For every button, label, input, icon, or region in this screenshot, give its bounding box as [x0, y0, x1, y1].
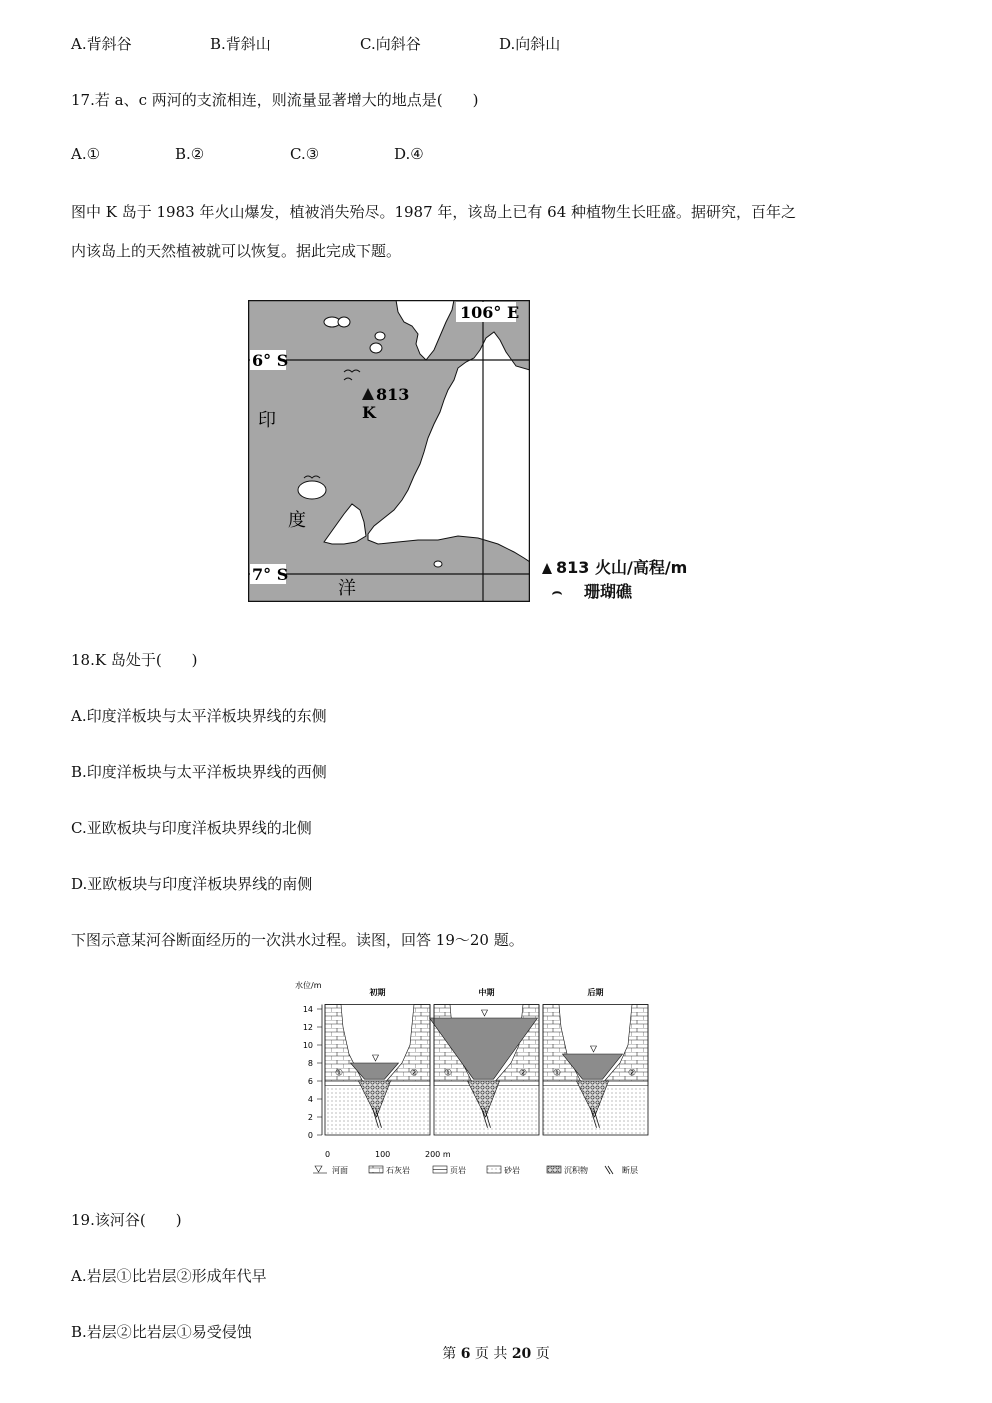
lat2-label: 7° S: [252, 565, 289, 584]
k-island-map: [248, 300, 530, 602]
page-footer: [0, 1343, 992, 1363]
layer-label-2: ②: [410, 1068, 419, 1079]
legend-label: 页岩: [450, 1166, 466, 1175]
x-tick-label: 200 m: [425, 1150, 451, 1159]
q19-stem: 19.该河谷( ): [71, 1211, 182, 1229]
legend-swatch: [487, 1166, 501, 1173]
q16-options: [71, 33, 560, 54]
q17-option-b: B.②: [175, 145, 205, 163]
q16-option-d: D.向斜山: [499, 35, 561, 53]
y-tick-label: 4: [307, 1095, 313, 1104]
layer-label-2: ②: [519, 1068, 528, 1079]
q19-option-a: A.岩层①比岩层②形成年代早: [71, 1267, 267, 1285]
q16-option-a: A.背斜谷: [71, 35, 132, 53]
q17-option-c: C.③: [290, 145, 320, 163]
footer-mid: 页 共: [474, 1346, 508, 1362]
legend-label: 断层: [622, 1166, 638, 1175]
y-tick-label: 6: [307, 1077, 313, 1086]
river-surface-icon: [373, 1055, 379, 1061]
footer-post: 页: [535, 1346, 550, 1362]
layer-label-2: ②: [628, 1068, 637, 1079]
river-surface-icon: [591, 1046, 597, 1052]
legend-label: 沉积物: [564, 1166, 588, 1175]
x-tick-label: 0: [325, 1150, 331, 1159]
legend-volcano: [542, 556, 687, 580]
ocean-char-2: 度: [288, 510, 306, 531]
q17-options: [71, 145, 424, 163]
legend-reef: [542, 580, 687, 604]
y-tick-label: 10: [302, 1041, 313, 1050]
river-legend: [313, 1165, 638, 1175]
q17-stem: 17.若 a、c 两河的支流相连，则流量显著增大的地点是( ): [71, 91, 479, 109]
intro-river: 下图示意某河谷断面经历的一次洪水过程。读图，回答 19～20 题。: [71, 931, 524, 949]
lat1-label: 6° S: [252, 351, 289, 370]
q18-option-a: A.印度洋板块与太平洋板块界线的东侧: [71, 707, 327, 725]
legend-volcano-icon: [542, 563, 552, 574]
right-limestone: [605, 1005, 649, 1082]
legend-volcano-label: 813 火山/高程/m: [556, 558, 688, 577]
y-tick-label: 2: [307, 1113, 313, 1122]
q16-option-b: B.背斜山: [210, 35, 271, 53]
river-panels: [325, 987, 648, 1135]
ocean-char-1: 印: [258, 410, 276, 431]
q18-stem: 18.K 岛处于( ): [71, 651, 198, 669]
river-surface-icon: [482, 1010, 488, 1016]
legend-river-swatch: [315, 1166, 322, 1172]
legend-fault-line: [608, 1166, 613, 1174]
legend-swatch: [547, 1166, 561, 1173]
y-tick-label: 12: [302, 1023, 313, 1032]
layer-label-1: ①: [444, 1068, 453, 1079]
q19-option-b: B.岩层②比岩层①易受侵蚀: [71, 1323, 252, 1341]
y-tick-label: 0: [307, 1131, 313, 1140]
q18-option-d: D.亚欧板块与印度洋板块界线的南侧: [71, 875, 313, 893]
river-panel: [430, 987, 540, 1135]
q18-option-c: C.亚欧板块与印度洋板块界线的北侧: [71, 819, 312, 837]
intro-k-line1: 图中 K 岛于 1983 年火山爆发，植被消失殆尽。1987 年，该岛上已有 64 种植物生长旺盛。据研究，百年之: [71, 203, 797, 221]
panel-title: 后期: [587, 988, 604, 997]
legend-label: 河面: [332, 1166, 348, 1175]
y-tick-label: 8: [307, 1059, 313, 1068]
q17-option-d: D.④: [394, 145, 424, 163]
map-legend: [542, 556, 687, 604]
x-tick-label: 100: [375, 1150, 391, 1159]
q18-option-b: B.印度洋板块与太平洋板块界线的西侧: [71, 763, 327, 781]
footer-total-pages: 20: [511, 1346, 532, 1362]
panel-title: 中期: [478, 988, 495, 997]
q17-option-a: A.①: [71, 145, 101, 163]
y-axis-label: 水位/m: [295, 981, 322, 990]
legend-swatch: [369, 1166, 383, 1173]
legend-reef-label: 珊瑚礁: [584, 582, 633, 601]
legend-label: 砂岩: [504, 1166, 520, 1175]
q16-option-c: C.向斜谷: [360, 35, 421, 53]
ocean-char-3: 洋: [338, 578, 356, 599]
river-panel: [325, 987, 430, 1135]
legend-fault-line: [605, 1166, 610, 1174]
legend-label: 石灰岩: [386, 1166, 410, 1175]
panel-title: 初期: [369, 988, 386, 997]
layer-label-1: ①: [553, 1068, 562, 1079]
y-tick-label: 14: [302, 1005, 313, 1014]
footer-pre: 第: [442, 1346, 457, 1362]
river-panel: [543, 987, 648, 1135]
river-valley-figure: [295, 980, 655, 1180]
layer-label-1: ①: [335, 1068, 344, 1079]
lon-label: 106° E: [460, 303, 520, 322]
footer-page-number: 6: [460, 1346, 471, 1362]
volcano-height-label: 813: [376, 385, 410, 404]
intro-k-line2: 内该岛上的天然植被就可以恢复。据此完成下题。: [71, 242, 402, 260]
legend-reef-icon: ⌢: [551, 582, 563, 601]
island-k-label: K: [362, 403, 376, 422]
